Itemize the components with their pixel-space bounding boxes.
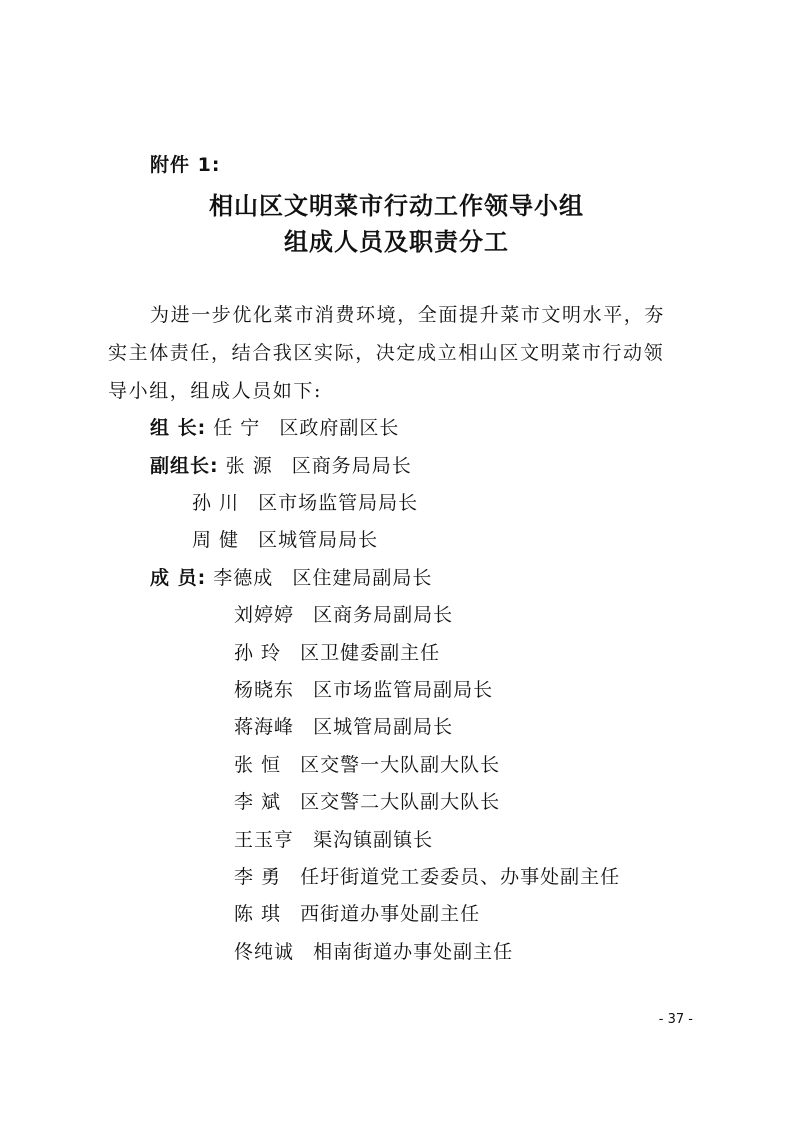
deputy-role-label: 副组长:	[150, 455, 219, 477]
member-position: 任圩街道党工委委员、办事处副主任	[300, 866, 621, 888]
member-name: 李 斌	[234, 791, 282, 813]
leader-position: 区政府副区长	[279, 417, 400, 439]
document-title-line-1: 相山区文明菜市行动工作领导小组	[209, 191, 584, 220]
deputy-position: 区商务局局长	[291, 455, 412, 477]
member-position: 区商务局副局长	[313, 604, 454, 626]
deputy-name: 周 健	[192, 529, 240, 551]
member-name: 李德成	[213, 567, 274, 589]
deputy-leader-row	[150, 451, 412, 478]
member-position: 渠沟镇副镇长	[313, 829, 434, 851]
member-position: 区城管局副局长	[313, 716, 454, 738]
member-row	[234, 675, 493, 702]
leader-name: 任 宁	[213, 417, 261, 439]
deputy-position: 区市场监管局局长	[258, 492, 419, 514]
member-row	[234, 787, 500, 814]
member-name: 陈 琪	[234, 903, 282, 925]
deputy-name: 孙 川	[192, 492, 240, 514]
attachment-label: 附件 1:	[150, 154, 221, 176]
leader-role-label: 组 长:	[150, 417, 207, 439]
member-name: 李 勇	[234, 866, 282, 888]
member-name: 佟纯诚	[234, 941, 295, 963]
deputy-leader-row	[192, 525, 378, 552]
member-name: 杨晓东	[234, 679, 295, 701]
member-position: 区交警一大队副大队长	[300, 754, 501, 776]
member-name: 王玉亨	[234, 829, 295, 851]
page-number: - 37 -	[658, 1012, 693, 1027]
deputy-leader-row	[192, 488, 418, 515]
member-row	[234, 600, 453, 627]
intro-line-1: 为进一步优化菜市消费环境，全面提升菜市文明水平，夯	[150, 304, 666, 326]
member-row	[150, 563, 432, 590]
member-row	[234, 712, 453, 739]
member-role-label: 成 员:	[150, 567, 207, 589]
member-row	[234, 750, 500, 777]
intro-line-3: 导小组，组成人员如下:	[108, 380, 323, 402]
member-position: 区交警二大队副大队长	[300, 791, 501, 813]
document-title-line-2: 组成人员及职责分工	[284, 227, 509, 256]
member-row	[234, 862, 620, 889]
member-row	[234, 638, 440, 665]
member-name: 蒋海峰	[234, 716, 295, 738]
member-position: 区住建局副局长	[292, 567, 433, 589]
deputy-name: 张 源	[225, 455, 273, 477]
intro-line-2: 实主体责任，结合我区实际，决定成立相山区文明菜市行动领	[108, 342, 665, 364]
deputy-position: 区城管局局长	[258, 529, 379, 551]
leader-row	[150, 413, 399, 440]
member-position: 西街道办事处副主任	[300, 903, 481, 925]
member-name: 孙 玲	[234, 642, 282, 664]
member-row	[234, 899, 480, 926]
member-row	[234, 937, 513, 964]
member-name: 张 恒	[234, 754, 282, 776]
member-name: 刘婷婷	[234, 604, 295, 626]
member-position: 区卫健委副主任	[300, 642, 441, 664]
member-position: 区市场监管局副局长	[313, 679, 494, 701]
member-row	[234, 825, 433, 852]
member-position: 相南街道办事处副主任	[313, 941, 514, 963]
